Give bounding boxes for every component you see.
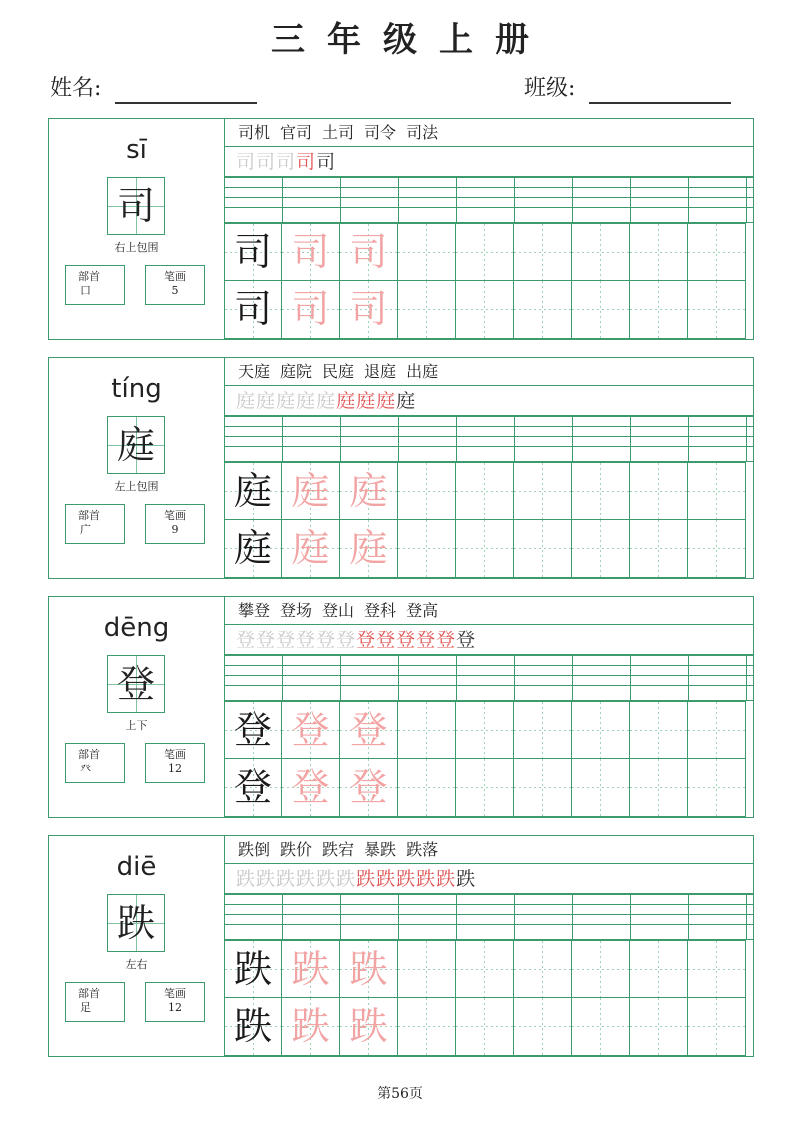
model-character: 司 bbox=[233, 287, 272, 331]
stroke-order bbox=[224, 386, 753, 416]
character-box bbox=[107, 177, 165, 235]
stroke-step: 跌 bbox=[456, 868, 476, 890]
stroke-count-label: 笔画 bbox=[164, 748, 186, 761]
stroke-count-label: 笔画 bbox=[164, 509, 186, 522]
structure-type: 上下 bbox=[125, 719, 148, 732]
model-character: 司 bbox=[233, 230, 272, 274]
character-info bbox=[49, 597, 225, 817]
stroke-step: 跌 bbox=[316, 868, 336, 890]
word: 土司 bbox=[322, 123, 355, 142]
radical-value: 足 bbox=[80, 1001, 91, 1014]
writing-cells bbox=[224, 223, 753, 339]
trace-character: 庭 bbox=[291, 526, 330, 570]
writing-cell[interactable] bbox=[572, 940, 630, 998]
writing-cell[interactable] bbox=[688, 281, 746, 339]
model-character: 跌 bbox=[233, 947, 272, 991]
writing-cell[interactable] bbox=[456, 998, 514, 1056]
word: 司令 bbox=[364, 123, 397, 142]
model-character: 跌 bbox=[233, 1004, 272, 1048]
writing-cell[interactable] bbox=[224, 940, 282, 998]
trace-character: 登 bbox=[291, 708, 330, 752]
word: 攀登 bbox=[238, 601, 271, 620]
trace-character: 司 bbox=[291, 287, 330, 331]
character-card bbox=[48, 596, 754, 818]
stroke-count-label: 笔画 bbox=[164, 270, 186, 283]
stroke-step: 跌 bbox=[236, 868, 256, 890]
writing-cell[interactable] bbox=[224, 520, 282, 578]
pinyin-writing-grid[interactable] bbox=[224, 177, 753, 223]
radical-box bbox=[65, 265, 125, 305]
model-character: 登 bbox=[233, 708, 272, 752]
trace-character: 跌 bbox=[291, 947, 330, 991]
character-card bbox=[48, 357, 754, 579]
stroke-step: 司 bbox=[276, 151, 296, 173]
writing-cell[interactable] bbox=[224, 281, 282, 339]
writing-cells bbox=[224, 701, 753, 817]
radical-label: 部首 bbox=[78, 987, 100, 1000]
stroke-count-value: 12 bbox=[168, 1001, 182, 1014]
radical-value: 癶 bbox=[80, 762, 91, 775]
writing-cell[interactable] bbox=[398, 940, 456, 998]
writing-cell[interactable] bbox=[514, 759, 572, 817]
writing-cell[interactable] bbox=[398, 223, 456, 281]
writing-cell[interactable] bbox=[456, 223, 514, 281]
writing-cell[interactable] bbox=[398, 998, 456, 1056]
page-title: 三年级上册 bbox=[271, 20, 551, 60]
writing-cell[interactable] bbox=[282, 223, 340, 281]
stroke-step: 庭 bbox=[356, 390, 376, 412]
writing-cell[interactable] bbox=[630, 520, 688, 578]
character-info bbox=[49, 836, 225, 1056]
pinyin-writing-grid[interactable] bbox=[224, 894, 753, 940]
word-list bbox=[224, 119, 753, 147]
writing-cell[interactable] bbox=[630, 701, 688, 759]
writing-cell[interactable] bbox=[456, 520, 514, 578]
trace-character: 司 bbox=[349, 287, 388, 331]
writing-cell[interactable] bbox=[224, 759, 282, 817]
practice-area bbox=[224, 836, 753, 1056]
writing-cell[interactable] bbox=[340, 759, 398, 817]
practice-area bbox=[224, 358, 753, 578]
writing-cell[interactable] bbox=[224, 998, 282, 1056]
writing-cell[interactable] bbox=[630, 223, 688, 281]
pinyin: diē bbox=[116, 852, 157, 882]
stroke-step: 跌 bbox=[376, 868, 396, 890]
writing-cell[interactable] bbox=[572, 462, 630, 520]
trace-character: 登 bbox=[291, 765, 330, 809]
radical-box bbox=[65, 743, 125, 783]
radical-value: 口 bbox=[80, 284, 91, 297]
stroke-step: 庭 bbox=[256, 390, 276, 412]
stroke-step: 庭 bbox=[316, 390, 336, 412]
writing-cell[interactable] bbox=[282, 940, 340, 998]
word: 官司 bbox=[280, 123, 313, 142]
stroke-count-box bbox=[145, 743, 205, 783]
writing-cell[interactable] bbox=[456, 701, 514, 759]
name-label: 姓名: bbox=[50, 76, 102, 101]
stroke-step: 庭 bbox=[276, 390, 296, 412]
word: 登场 bbox=[280, 601, 313, 620]
writing-cell[interactable] bbox=[224, 701, 282, 759]
word: 司机 bbox=[238, 123, 271, 142]
radical-label: 部首 bbox=[78, 509, 100, 522]
writing-cell[interactable] bbox=[514, 701, 572, 759]
writing-cell[interactable] bbox=[572, 998, 630, 1056]
stroke-step: 庭 bbox=[396, 390, 416, 412]
trace-character: 跌 bbox=[291, 1004, 330, 1048]
writing-cell[interactable] bbox=[630, 462, 688, 520]
writing-cell[interactable] bbox=[282, 759, 340, 817]
writing-cell[interactable] bbox=[572, 701, 630, 759]
writing-cell[interactable] bbox=[224, 462, 282, 520]
stroke-step: 跌 bbox=[416, 868, 436, 890]
trace-character: 庭 bbox=[349, 526, 388, 570]
stroke-step: 登 bbox=[356, 629, 376, 651]
writing-cell[interactable] bbox=[224, 223, 282, 281]
writing-cell[interactable] bbox=[340, 223, 398, 281]
word: 暴跌 bbox=[364, 840, 397, 859]
writing-cell[interactable] bbox=[630, 281, 688, 339]
writing-cells bbox=[224, 940, 753, 1056]
writing-cell[interactable] bbox=[282, 281, 340, 339]
writing-cell[interactable] bbox=[340, 940, 398, 998]
pinyin: tíng bbox=[111, 374, 162, 404]
character-box bbox=[107, 655, 165, 713]
stroke-step: 登 bbox=[236, 629, 256, 651]
structure-type: 右上包围 bbox=[114, 241, 159, 254]
radical-label: 部首 bbox=[78, 748, 100, 761]
trace-character: 跌 bbox=[349, 1004, 388, 1048]
word: 退庭 bbox=[364, 362, 397, 381]
practice-area bbox=[224, 119, 753, 339]
character-box bbox=[107, 416, 165, 474]
name-field bbox=[50, 74, 257, 104]
word: 民庭 bbox=[322, 362, 355, 381]
character: 跌 bbox=[116, 901, 155, 945]
writing-cells bbox=[224, 462, 753, 578]
character-info bbox=[49, 119, 225, 339]
writing-cell[interactable] bbox=[688, 520, 746, 578]
stroke-step: 登 bbox=[296, 629, 316, 651]
class-field bbox=[524, 74, 731, 104]
writing-cell[interactable] bbox=[688, 998, 746, 1056]
writing-cell[interactable] bbox=[340, 520, 398, 578]
stroke-step: 司 bbox=[256, 151, 276, 173]
word: 司法 bbox=[406, 123, 439, 142]
trace-character: 庭 bbox=[349, 469, 388, 513]
word: 跌价 bbox=[280, 840, 313, 859]
writing-cell[interactable] bbox=[630, 940, 688, 998]
model-character: 庭 bbox=[233, 526, 272, 570]
stroke-step: 登 bbox=[436, 629, 456, 651]
stroke-step: 司 bbox=[316, 151, 336, 173]
writing-cell[interactable] bbox=[514, 281, 572, 339]
stroke-count-value: 9 bbox=[171, 523, 179, 536]
word: 庭院 bbox=[280, 362, 313, 381]
trace-character: 登 bbox=[349, 765, 388, 809]
stroke-step: 跌 bbox=[356, 868, 376, 890]
stroke-count-value: 12 bbox=[168, 762, 182, 775]
writing-cell[interactable] bbox=[514, 940, 572, 998]
character: 庭 bbox=[116, 423, 155, 467]
stroke-step: 庭 bbox=[336, 390, 356, 412]
radical-label: 部首 bbox=[78, 270, 100, 283]
trace-character: 登 bbox=[349, 708, 388, 752]
writing-cell[interactable] bbox=[282, 701, 340, 759]
writing-cell[interactable] bbox=[456, 281, 514, 339]
pinyin-writing-grid[interactable] bbox=[224, 655, 753, 701]
writing-cell[interactable] bbox=[340, 998, 398, 1056]
stroke-step: 司 bbox=[296, 151, 316, 173]
writing-cell[interactable] bbox=[514, 223, 572, 281]
class-label: 班级: bbox=[524, 76, 576, 101]
page-number: 第56页 bbox=[377, 1086, 423, 1102]
writing-cell[interactable] bbox=[572, 520, 630, 578]
writing-cell[interactable] bbox=[688, 701, 746, 759]
word: 跌宕 bbox=[322, 840, 355, 859]
word: 跌落 bbox=[406, 840, 439, 859]
word-list bbox=[224, 836, 753, 864]
writing-cell[interactable] bbox=[282, 462, 340, 520]
writing-cell[interactable] bbox=[456, 759, 514, 817]
stroke-step: 跌 bbox=[396, 868, 416, 890]
writing-cell[interactable] bbox=[340, 462, 398, 520]
writing-cell[interactable] bbox=[688, 759, 746, 817]
stroke-order bbox=[224, 864, 753, 894]
stroke-count-label: 笔画 bbox=[164, 987, 186, 1000]
writing-cell[interactable] bbox=[688, 462, 746, 520]
character-card bbox=[48, 118, 754, 340]
radical-box bbox=[65, 504, 125, 544]
practice-area bbox=[224, 597, 753, 817]
radical-value: 广 bbox=[80, 523, 91, 536]
stroke-count-box bbox=[145, 265, 205, 305]
stroke-step: 登 bbox=[416, 629, 436, 651]
writing-cell[interactable] bbox=[456, 462, 514, 520]
pinyin: dēng bbox=[103, 613, 170, 643]
word-list bbox=[224, 597, 753, 625]
stroke-step: 登 bbox=[316, 629, 336, 651]
writing-cell[interactable] bbox=[340, 281, 398, 339]
writing-cell[interactable] bbox=[282, 998, 340, 1056]
character: 司 bbox=[116, 184, 155, 228]
stroke-step: 司 bbox=[236, 151, 256, 173]
writing-cell[interactable] bbox=[398, 759, 456, 817]
writing-cell[interactable] bbox=[514, 462, 572, 520]
character-info bbox=[49, 358, 225, 578]
stroke-count-box bbox=[145, 504, 205, 544]
radical-box bbox=[65, 982, 125, 1022]
character-card bbox=[48, 835, 754, 1057]
structure-type: 左右 bbox=[125, 958, 148, 971]
writing-cell[interactable] bbox=[630, 998, 688, 1056]
stroke-step: 庭 bbox=[296, 390, 316, 412]
trace-character: 跌 bbox=[349, 947, 388, 991]
character: 登 bbox=[116, 662, 155, 706]
trace-character: 司 bbox=[291, 230, 330, 274]
stroke-step: 跌 bbox=[436, 868, 456, 890]
name-blank-line[interactable] bbox=[115, 80, 257, 104]
word: 登高 bbox=[406, 601, 439, 620]
word: 跌倒 bbox=[238, 840, 271, 859]
class-blank-line[interactable] bbox=[589, 80, 731, 104]
stroke-order bbox=[224, 625, 753, 655]
writing-cell[interactable] bbox=[398, 462, 456, 520]
word: 登山 bbox=[322, 601, 355, 620]
writing-cell[interactable] bbox=[514, 998, 572, 1056]
word: 出庭 bbox=[406, 362, 439, 381]
writing-cell[interactable] bbox=[282, 520, 340, 578]
stroke-step: 跌 bbox=[336, 868, 356, 890]
stroke-count-value: 5 bbox=[171, 284, 179, 297]
stroke-step: 庭 bbox=[376, 390, 396, 412]
word: 天庭 bbox=[238, 362, 271, 381]
writing-cell[interactable] bbox=[688, 223, 746, 281]
stroke-step: 登 bbox=[336, 629, 356, 651]
stroke-step: 登 bbox=[376, 629, 396, 651]
stroke-count-box bbox=[145, 982, 205, 1022]
stroke-step: 登 bbox=[276, 629, 296, 651]
word: 登科 bbox=[364, 601, 397, 620]
writing-cell[interactable] bbox=[572, 759, 630, 817]
writing-cell[interactable] bbox=[398, 701, 456, 759]
writing-cell[interactable] bbox=[398, 520, 456, 578]
stroke-step: 跌 bbox=[256, 868, 276, 890]
writing-cell[interactable] bbox=[572, 281, 630, 339]
writing-cell[interactable] bbox=[688, 940, 746, 998]
trace-character: 庭 bbox=[291, 469, 330, 513]
writing-cell[interactable] bbox=[340, 701, 398, 759]
character-box bbox=[107, 894, 165, 952]
stroke-step: 庭 bbox=[236, 390, 256, 412]
word-list bbox=[224, 358, 753, 386]
stroke-step: 登 bbox=[256, 629, 276, 651]
writing-cell[interactable] bbox=[456, 940, 514, 998]
writing-cell[interactable] bbox=[630, 759, 688, 817]
writing-cell[interactable] bbox=[572, 223, 630, 281]
writing-cell[interactable] bbox=[514, 520, 572, 578]
pinyin-writing-grid[interactable] bbox=[224, 416, 753, 462]
writing-cell[interactable] bbox=[398, 281, 456, 339]
stroke-order bbox=[224, 147, 753, 177]
model-character: 庭 bbox=[233, 469, 272, 513]
stroke-step: 登 bbox=[456, 629, 476, 651]
stroke-step: 跌 bbox=[296, 868, 316, 890]
model-character: 登 bbox=[233, 765, 272, 809]
pinyin: sī bbox=[126, 135, 147, 165]
stroke-step: 登 bbox=[396, 629, 416, 651]
trace-character: 司 bbox=[349, 230, 388, 274]
stroke-step: 跌 bbox=[276, 868, 296, 890]
structure-type: 左上包围 bbox=[114, 480, 159, 493]
